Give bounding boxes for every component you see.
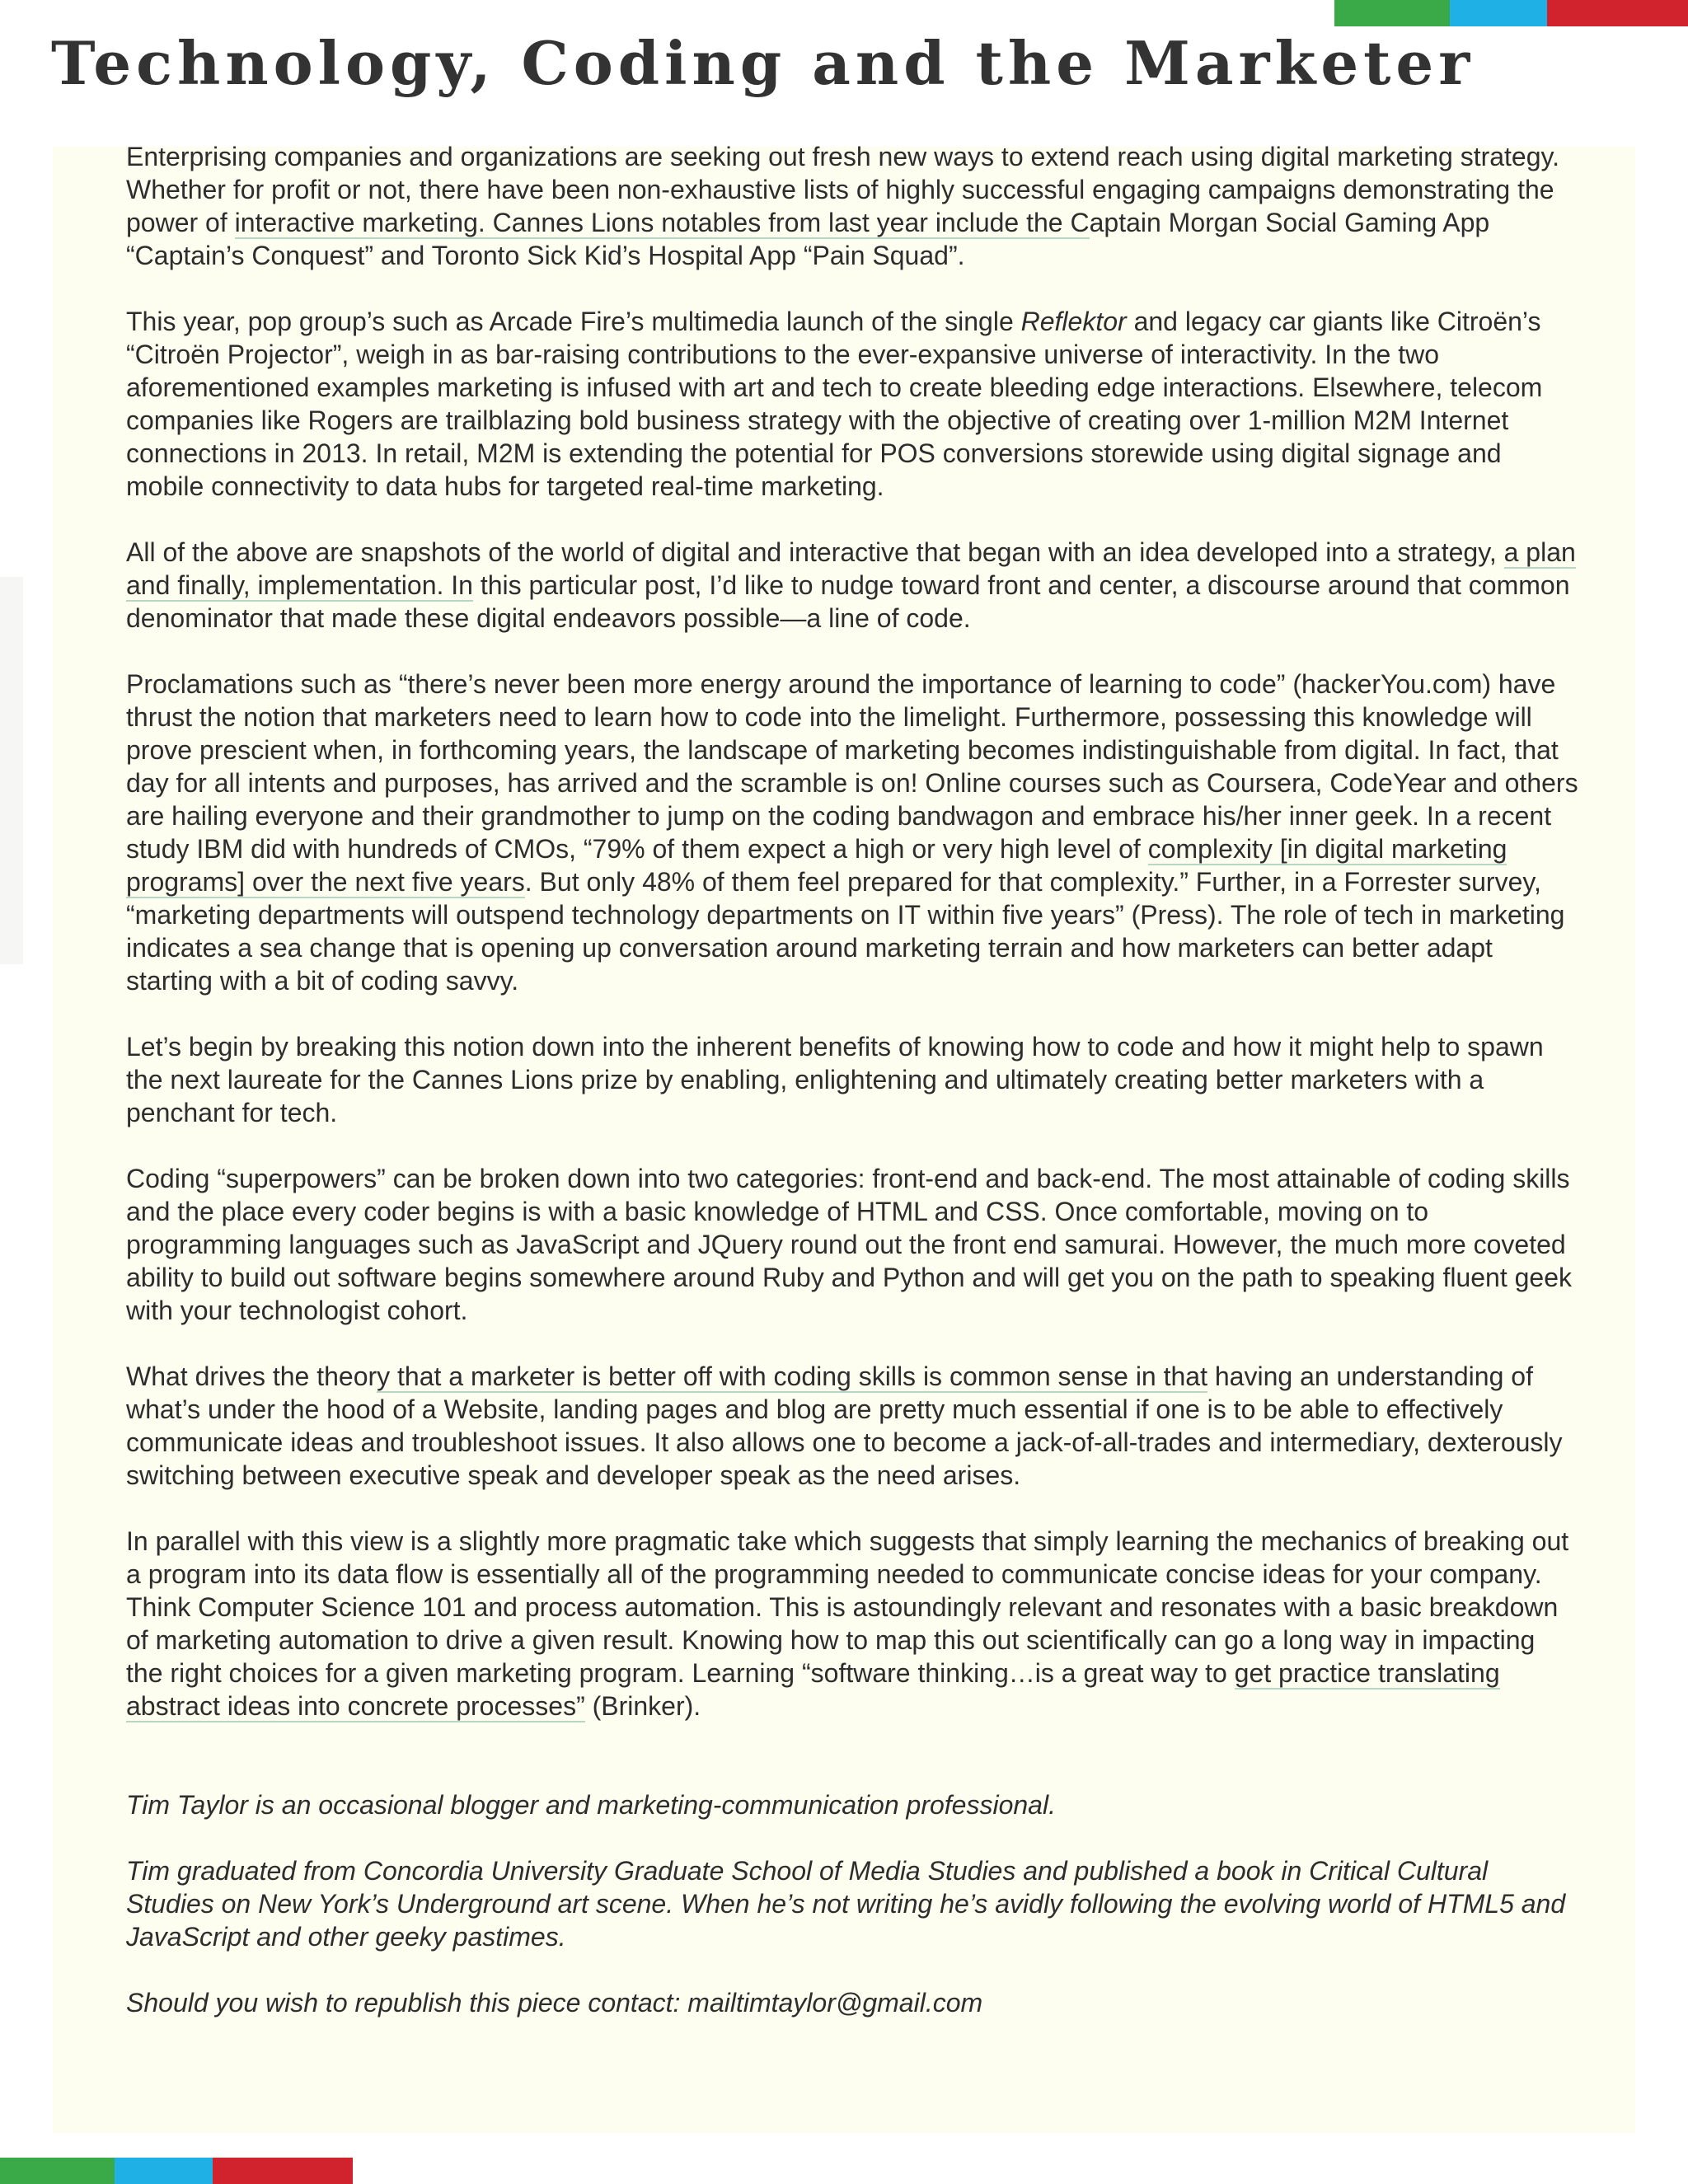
- bottom-blue-stripe: [115, 2158, 213, 2184]
- highlighted-text: complexity [in digital marketing programs] over the next five years: [126, 834, 1507, 897]
- article-body: [126, 140, 1578, 2052]
- paragraph-intro: Enterprising companies and organizations are seeking out fresh new ways to extend reach using digital marketing strategy. Whether for profit or not, there have been non-exhaustive lists of highly successful engaging campaigns demonstrating the power of interactive marketing. Cannes Lions notables from last year include the Captain Morgan Social Gaming App “Captain’s Conquest” and Toronto Sick Kid’s Hospital App “Pain Squad”.: [126, 142, 1560, 270]
- top-blue-stripe: [1450, 0, 1547, 26]
- top-red-stripe: [1547, 0, 1688, 26]
- author-contact: Should you wish to republish this piece contact: mailtimtaylor@gmail.com: [126, 1988, 983, 2018]
- side-edge-tab: [0, 577, 23, 964]
- paragraph-benefits: Let’s begin by breaking this notion down into the inherent benefits of knowing how to code and how it might help to spawn the next laureate for the Cannes Lions prize by enabling, enlightening and ultimately creating better marketers with a penchant for tech.: [126, 1032, 1544, 1127]
- author-bio-long: Tim graduated from Concordia University Graduate School of Media Studies and published a book in Critical Cultural Studies on New York’s Underground art scene. When he’s not writing he’s avidly following the evolving world of HTML5 and JavaScript and other geeky pastimes.: [126, 1856, 1566, 1952]
- bottom-red-stripe: [213, 2158, 353, 2184]
- italic-title: Reflektor: [1020, 307, 1127, 336]
- highlighted-text: y that a marketer is better off with coding skills is common sense in that: [377, 1361, 1207, 1391]
- highlighted-text: get practice translating abstract ideas into concrete processes”: [126, 1658, 1500, 1721]
- highlighted-text: interactive marketing. Cannes Lions notables from last year include the C: [234, 208, 1090, 237]
- page-title: Technology, Coding and the Marketer: [51, 28, 1475, 98]
- paragraph-proclamations: Proclamations such as “there’s never been more energy around the importance of learning to code” (hackerYou.com) have thrust the notion that marketers need to learn how to code into the limelight. Furthermore, possessing this knowledge will prove prescient when, in forthcoming years, the landscape of marketing becomes indistinguishable from digital. In fact, that day for all intents and purposes, has arrived and the scramble is on! Online courses such as Coursera, CodeYear and others are hailing everyone and their grandmother to jump on the coding bandwagon and embrace his/her inner geek. In a recent study IBM did with hundreds of CMOs, “79% of them expect a high or very high level of complexity [in digital marketing programs] over the next five years. But only 48% of them feel prepared for that complexity.” Further, in a Forrester survey, “marketing departments will outspend technology departments on IT within five years” (Press). The role of tech in marketing indicates a sea change that is opening up conversation around marketing terrain and how marketers can better adapt starting with a bit of coding savvy.: [126, 669, 1578, 996]
- paragraph-superpowers: Coding “superpowers” can be broken down into two categories: front-end and back-end. The most attainable of coding skills and the place every coder begins is with a basic knowledge of HTML and CSS. Once comfortable, moving on to programming languages such as JavaScript and JQuery round out the front end samurai. However, the much more coveted ability to build out software begins somewhere around Ruby and Python and will get you on the path to speaking fluent geek with your technologist cohort.: [126, 1164, 1573, 1325]
- paragraph-pragmatic: In parallel with this view is a slightly more pragmatic take which suggests that simply learning the mechanics of breaking out a program into its data flow is essentially all of the programming needed to communicate concise ideas for your company. Think Computer Science 101 and process automation. This is astoundingly relevant and resonates with a basic breakdown of marketing automation to drive a given result. Knowing how to map this out scientifically can go a long way in impacting the right choices for a given marketing program. Learning “software thinking…is a great way to get practice translating abstract ideas into concrete processes” (Brinker).: [126, 1526, 1569, 1721]
- highlighted-text: a plan and finally, implementation. In: [126, 537, 1576, 600]
- paragraph-theory: What drives the theory that a marketer is better off with coding skills is common sense in that having an understanding of what’s under the hood of a Website, landing pages and blog are pretty much essential if one is to be able to effectively communicate ideas and troubleshoot issues. It also allows one to become a jack-of-all-trades and intermediary, dexterously switching between executive speak and developer speak as the need arises.: [126, 1361, 1563, 1490]
- paragraph-examples: This year, pop group’s such as Arcade Fire’s multimedia launch of the single Reflektor and legacy car giants like Citroën’s “Citroën Projector”, weigh in as bar-raising contributions to the ever-expansive universe of interactivity. In the two aforementioned examples marketing is infused with art and tech to create bleeding edge interactions. Elsewhere, telecom companies like Rogers are trailblazing bold business strategy with the objective of creating over 1-million M2M Internet connections in 2013. In retail, M2M is extending the potential for POS conversions storewide using digital signage and mobile connectivity to data hubs for targeted real-time marketing.: [126, 307, 1543, 501]
- paragraph-snapshots: All of the above are snapshots of the world of digital and interactive that began with an idea developed into a strategy, a plan and finally, implementation. In this particular post, I’d like to nudge toward front and center, a discourse around that common denominator that made these digital endeavors possible—a line of code.: [126, 537, 1576, 633]
- author-bio-short: Tim Taylor is an occasional blogger and marketing-communication professional.: [126, 1790, 1056, 1820]
- top-green-stripe: [1334, 0, 1450, 26]
- bottom-green-stripe: [0, 2158, 115, 2184]
